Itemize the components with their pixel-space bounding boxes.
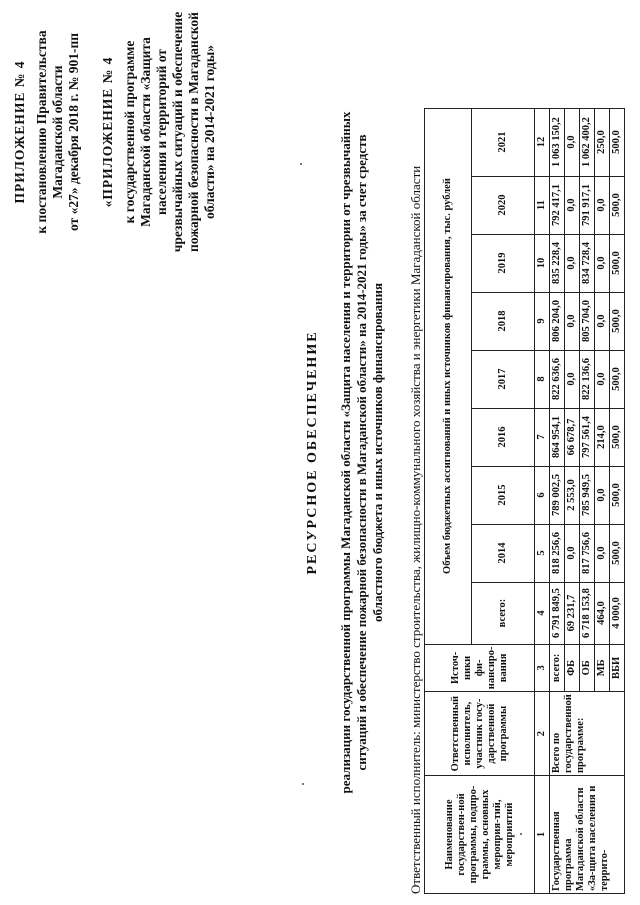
appendix-line: Магаданской области «Защита — [138, 37, 153, 227]
header-year: 2021 — [472, 108, 535, 176]
value-cell: 822 636,6 — [550, 350, 565, 408]
value-cell: 0,0 — [595, 234, 610, 292]
value-cell: 792 417,1 — [550, 176, 565, 234]
value-cell: 0,0 — [565, 524, 580, 582]
column-number: 3 — [535, 644, 550, 692]
appendix-line: к постановлению Правительства — [34, 30, 49, 234]
appendix-line: к государственной программе — [122, 40, 137, 224]
column-number: 11 — [535, 176, 550, 234]
value-cell: 0,0 — [595, 524, 610, 582]
value-cell: 1 063 150,2 — [550, 108, 565, 176]
value-cell: 0,0 — [565, 292, 580, 350]
value-cell: 806 204,0 — [550, 292, 565, 350]
value-cell: 214,0 — [595, 408, 610, 466]
source-cell: ВБИ — [610, 644, 625, 692]
column-number: 7 — [535, 408, 550, 466]
executor-cell: Всего по государственной программе: — [550, 692, 625, 776]
column-number: 12 — [535, 108, 550, 176]
header-name: Наименование государствен-ной программы, подпро-граммы, основных мероприя-тий, мероприятий — [425, 776, 535, 894]
value-cell: 500,0 — [610, 292, 625, 350]
appendix-title-2: «ПРИЛОЖЕНИЕ № 4 — [100, 56, 115, 208]
table-row — [550, 108, 565, 893]
value-cell: 0,0 — [565, 350, 580, 408]
header-year: 2015 — [472, 466, 535, 524]
header-total: всего: — [472, 582, 535, 644]
responsible-executor: Ответственный исполнитель: министерство строительства, жилищно-коммунального хозяйства и энергетики Магаданской области — [408, 165, 423, 894]
value-cell: 500,0 — [610, 176, 625, 234]
value-cell: 805 704,0 — [580, 292, 595, 350]
column-number: 1 — [535, 776, 550, 894]
value-cell: 835 228,4 — [550, 234, 565, 292]
value-cell: 500,0 — [610, 108, 625, 176]
document-subtitle-line: реализации государственной программы Магаданской области «Защита населения и территории от чрезвычайных — [338, 111, 353, 794]
value-cell: 864 954,1 — [550, 408, 565, 466]
column-number: 6 — [535, 466, 550, 524]
header-year: 2019 — [472, 234, 535, 292]
header-year: 2020 — [472, 176, 535, 234]
appendix-line: населения и территорий от — [154, 49, 169, 215]
source-cell: всего: — [550, 644, 565, 692]
value-cell: 500,0 — [610, 350, 625, 408]
header-year: 2018 — [472, 292, 535, 350]
resource-table — [424, 108, 625, 894]
header-year: 2017 — [472, 350, 535, 408]
value-cell: 1 062 400,2 — [580, 108, 595, 176]
appendix-line: чрезвычайных ситуаций и обеспечение — [170, 11, 185, 253]
value-cell: 500,0 — [610, 408, 625, 466]
document-subtitle-line: областного бюджета и иных источников финансирования — [370, 282, 385, 623]
appendix-title: ПРИЛОЖЕНИЕ № 4 — [12, 60, 27, 204]
value-cell: 817 756,6 — [580, 524, 595, 582]
value-cell: 791 917,1 — [580, 176, 595, 234]
value-cell: 500,0 — [610, 524, 625, 582]
value-cell: 797 561,4 — [580, 408, 595, 466]
column-number: 2 — [535, 692, 550, 776]
column-number: 8 — [535, 350, 550, 408]
value-cell: 69 231,7 — [565, 582, 580, 644]
value-cell: 789 002,5 — [550, 466, 565, 524]
value-cell: 464,0 — [595, 582, 610, 644]
value-cell: 0,0 — [595, 292, 610, 350]
column-number: 9 — [535, 292, 550, 350]
appendix-line: области» на 2014-2021 годы» — [202, 44, 217, 220]
source-cell: МБ — [595, 644, 610, 692]
value-cell: 500,0 — [610, 466, 625, 524]
value-cell: 4 000,0 — [610, 582, 625, 644]
value-cell: 785 949,5 — [580, 466, 595, 524]
value-cell: 818 256,6 — [550, 524, 565, 582]
source-cell: ФБ — [565, 644, 580, 692]
header-year: 2016 — [472, 408, 535, 466]
value-cell: 250,0 — [595, 108, 610, 176]
document-title: РЕСУРСНОЕ ОБЕСПЕЧЕНИЕ — [305, 330, 320, 575]
column-number: 4 — [535, 582, 550, 644]
source-cell: ОБ — [580, 644, 595, 692]
value-cell: 834 728,4 — [580, 234, 595, 292]
table-header-row — [425, 108, 472, 893]
value-cell: 0,0 — [595, 466, 610, 524]
program-name-cell: Государственная программа Магаданской области «За-щита населения и террито- — [550, 776, 625, 894]
column-number: 10 — [535, 234, 550, 292]
value-cell: 0,0 — [565, 108, 580, 176]
value-cell: 822 136,6 — [580, 350, 595, 408]
header-volume: Объем бюджетных ассигнований и иных источников финансирования, тыс. рублей — [425, 108, 472, 644]
value-cell: 0,0 — [565, 234, 580, 292]
appendix-line: пожарной безопасности в Магаданской — [186, 12, 201, 252]
appendix-line: Магаданской области — [50, 65, 65, 199]
header-executor: Ответственный исполнитель, участник госу-дарственной программы — [425, 692, 535, 776]
value-cell: 0,0 — [595, 350, 610, 408]
value-cell: 0,0 — [565, 176, 580, 234]
value-cell: 500,0 — [610, 234, 625, 292]
column-number-row — [535, 108, 550, 893]
value-cell: 0,0 — [595, 176, 610, 234]
header-source: Источ-ники фи-нансиро-вания — [425, 644, 535, 692]
header-year: 2014 — [472, 524, 535, 582]
appendix-block — [12, 7, 218, 257]
appendix-line: от «27» декабря 2018 г. № 901-пп — [66, 33, 81, 232]
value-cell: 66 678,7 — [565, 408, 580, 466]
column-number: 5 — [535, 524, 550, 582]
document-subtitle-line: ситуаций и обеспечение пожарной безопасности в Магаданской области» на 2014-2021 годы» за счет средств — [354, 134, 369, 771]
value-cell: 2 553,0 — [565, 466, 580, 524]
value-cell: 6 791 849,5 — [550, 582, 565, 644]
value-cell: 6 718 153,8 — [580, 582, 595, 644]
